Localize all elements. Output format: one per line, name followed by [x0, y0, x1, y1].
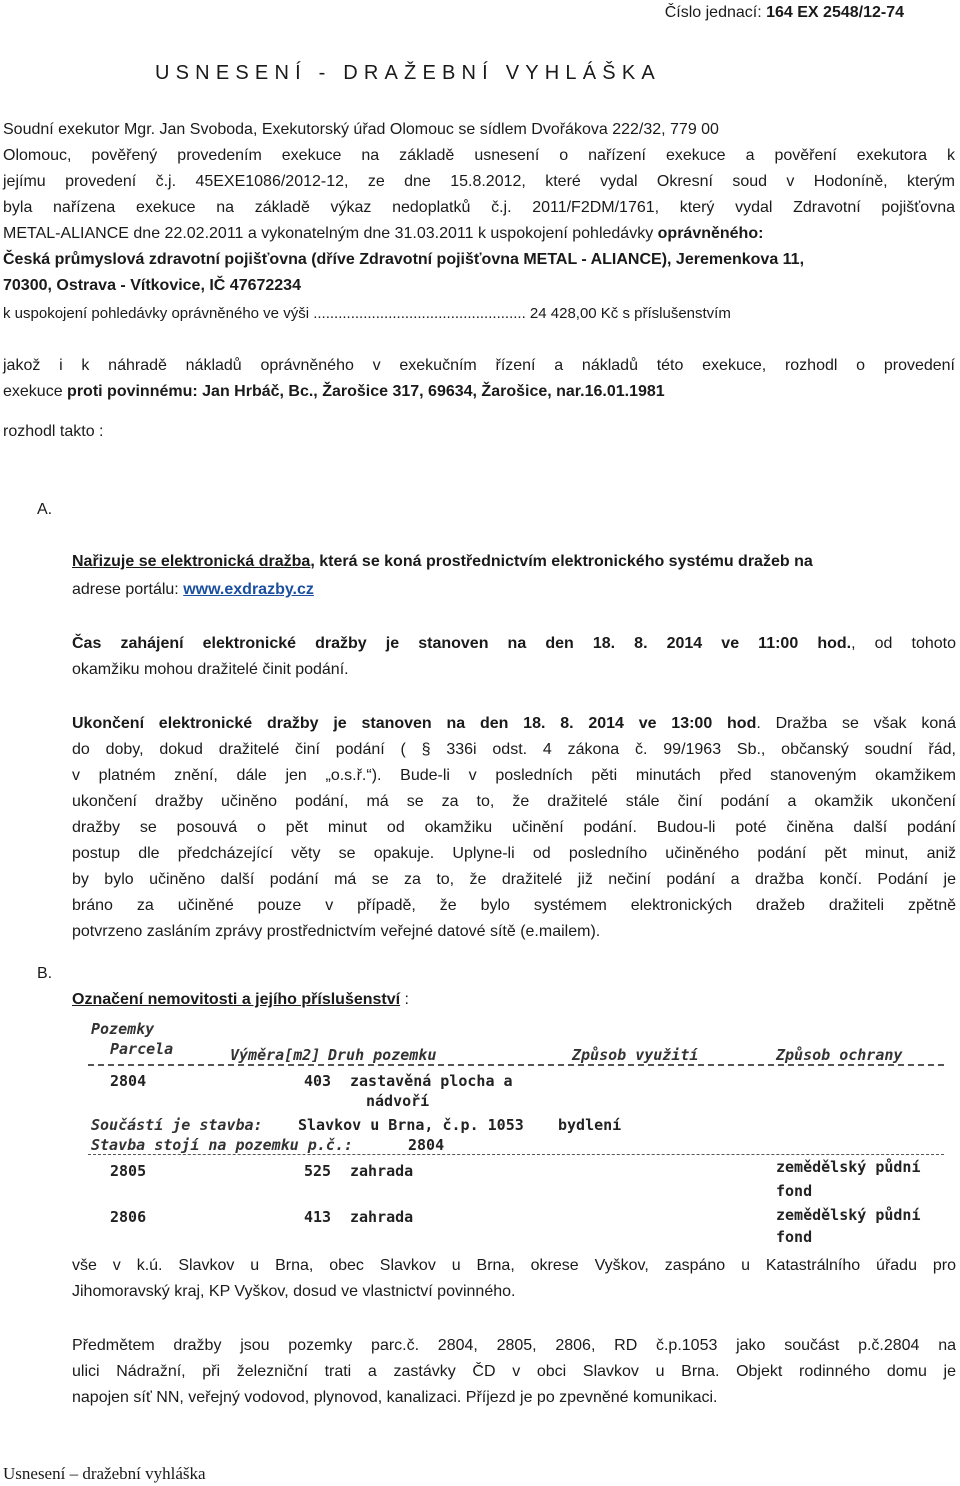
portal-line	[72, 580, 314, 600]
subject-line-2: ulici Nádražní, při železniční trati a zastávky ČD v obci Slavkov u Brna. Objekt rodinného domu je	[72, 1363, 956, 1380]
intro-line-5-text: METAL-ALIANCE dne 22.02.2011 a vykonatelným dne 31.03.2011 k uspokojení pohledávky	[3, 225, 658, 242]
intro-line-3: jejímu provedení č.j. 45EXE1086/2012-12, ze dne 15.8.2012, které vydal Okresní soud v Hodoníně, kterým	[3, 173, 955, 190]
auction-order	[72, 552, 956, 572]
row3-vymera: 413	[304, 1208, 332, 1226]
row1-druh-2: nádvoří	[366, 1092, 430, 1110]
property-table	[88, 1020, 960, 1248]
row2-vymera: 525	[304, 1162, 332, 1180]
case-number-label: Číslo jednací:	[664, 4, 762, 21]
row2-ochrana: zemědělský půdní	[776, 1158, 921, 1176]
intro-line-10a: exekuce	[3, 383, 68, 400]
end-line-9: potvrzeno zasláním zprávy prostřednictvím veřejné datové sítě (e.mailem).	[72, 923, 601, 940]
start-time-line-2: okamžiku mohou dražitelé činit podání.	[72, 661, 349, 678]
end-line-6: postup dle předcházející věty se opakuje. Uplyne-li od posledního učiněného podání pět minut, aniž	[72, 845, 956, 862]
property-heading-text: Označení nemovitosti a jejího příslušenství	[72, 991, 401, 1008]
cadastre-line-1: vše v k.ú. Slavkov u Brna, obec Slavkov u Brna, okrese Vyškov, zaspáno u Katastrálního úřadu pro	[72, 1257, 956, 1274]
stoji-label: Stavba stojí na pozemku p.č.:	[91, 1136, 353, 1154]
row3-druh: zahrada	[350, 1208, 414, 1226]
section-b-label: B.	[37, 965, 53, 982]
row3-ochrana-2: fond	[776, 1228, 813, 1246]
table-rule-2	[88, 1154, 944, 1155]
row2-druh: zahrada	[350, 1162, 414, 1180]
table-pozemky: Pozemky	[91, 1020, 155, 1038]
beneficiary-address: 70300, Ostrava - Vítkovice, IČ 47672234	[3, 277, 301, 294]
intro-line-9: jakož i k náhradě nákladů oprávněného v exekučním řízení a nákladů této exekuce, rozhodl o provedení	[3, 357, 955, 374]
col-zpusob-vyuziti: Způsob využití	[572, 1046, 699, 1064]
beneficiary-label: oprávněného:	[657, 225, 764, 242]
soucast-label: Součástí je stavba:	[91, 1116, 263, 1134]
end-line-5: dražby se posouvá o pět minut od okamžiku učinění podání. Budou-li poté činěna další podání	[72, 819, 956, 836]
col-zpusob-ochrany: Způsob ochrany	[776, 1046, 903, 1064]
intro-line-5	[3, 224, 958, 244]
end-time-rest: . Dražba se však koná	[756, 715, 957, 732]
subject-line-1: Předmětem dražby jsou pozemky parc.č. 2804, 2805, 2806, RD č.p.1053 jako součást p.č.2804 na	[72, 1337, 956, 1354]
start-time-rest: , od tohoto	[851, 635, 956, 652]
soucast-druh: bydlení	[558, 1116, 622, 1134]
auction-order-rest: , která se koná prostřednictvím elektronického systému dražeb na	[310, 553, 813, 570]
case-number-value: 164 EX 2548/12-74	[766, 4, 904, 21]
cadastre-line-2: Jihomoravský kraj, KP Vyškov, dosud ve vlastnictví povinného.	[72, 1283, 516, 1300]
subject-line-3: napojen síť NN, veřejný vodovod, plynovod, kanalizaci. Příjezd je po zpevněné komunikaci.	[72, 1389, 718, 1406]
end-line-7: by bylo učiněno další podání má se za to, že dražitelé již nečiní podání a dražba končí. Podání je	[72, 871, 956, 888]
claim-amount: k uspokojení pohledávky oprávněného ve výši ................................................... 24 428,00 Kč s příslušenstvím	[3, 305, 731, 322]
intro-line-2: Olomouc, pověřený provedením exekuce na základě usnesení o nařízení exekuce a pověření exekutora k	[3, 147, 955, 164]
start-time-text: Čas zahájení elektronické dražby je stanoven na den 18. 8. 2014 ve 11:00 hod.	[72, 635, 852, 652]
decision-intro: rozhodl takto :	[3, 423, 104, 440]
intro-line-10	[3, 382, 665, 402]
intro-line-1: Soudní exekutor Mgr. Jan Svoboda, Exekutorský úřad Olomouc se sídlem Dvořákova 222/32, 779 00	[3, 121, 719, 138]
table-parcela: Parcela	[110, 1040, 174, 1058]
soucast-value: Slavkov u Brna, č.p. 1053	[298, 1116, 524, 1134]
document-title: USNESENÍ - DRAŽEBNÍ VYHLÁŠKA	[155, 62, 661, 84]
start-time	[72, 634, 956, 654]
col-vymera: Výměra[m2]	[230, 1046, 321, 1064]
end-time	[72, 714, 956, 734]
beneficiary-name: Česká průmyslová zdravotní pojišťovna (dříve Zdravotní pojišťovna METAL - ALIANCE), Jeremenkova 11,	[3, 251, 805, 268]
intro-line-4: byla nařízena exekuce na základě výkaz nedoplatků č.j. 2011/F2DM/1761, který vydal Zdravotní pojišťovna	[3, 199, 955, 216]
end-line-4: ukončení dražby učiněno podání, má se za to, že dražitelé stále činí podání a okamžik ukončení	[72, 793, 956, 810]
end-line-2: do doby, dokud dražitelé činí podání ( § 336i odst. 4 zákona č. 99/1963 Sb., občanský soudní řád,	[72, 741, 956, 758]
end-time-text: Ukončení elektronické dražby je stanoven na den 18. 8. 2014 ve 13:00 hod	[72, 715, 757, 732]
end-line-8: bráno za učiněné pouze v případě, že bylo systémem elektronických dražeb dražiteli zpětně	[72, 897, 956, 914]
case-number	[665, 3, 904, 23]
table-header-rule	[88, 1064, 944, 1066]
row2-parcela: 2805	[110, 1162, 147, 1180]
col-druh: Druh pozemku	[328, 1046, 437, 1064]
end-line-3: v platném znění, dále jen „o.s.ř.“). Bude-li v posledních pěti minutách před stanoveným okamžikem	[72, 767, 956, 784]
portal-link[interactable]: www.exdrazby.cz	[183, 581, 314, 598]
stoji-value: 2804	[408, 1136, 445, 1154]
row3-ochrana: zemědělský půdní	[776, 1206, 921, 1224]
page-footer: Usnesení – dražební vyhláška	[3, 1464, 206, 1483]
portal-label: adrese portálu:	[72, 581, 184, 598]
auction-order-heading: Nařizuje se elektronická dražba	[72, 553, 311, 570]
row2-ochrana-2: fond	[776, 1182, 813, 1200]
row1-druh: zastavěná plocha a	[350, 1072, 513, 1090]
property-heading-rest: :	[400, 991, 409, 1008]
row1-parcela: 2804	[110, 1072, 147, 1090]
obligor: proti povinnému: Jan Hrbáč, Bc., Žarošice 317, 69634, Žarošice, nar.16.01.1981	[67, 383, 665, 400]
section-a-label: A.	[37, 501, 53, 518]
row1-vymera: 403	[304, 1072, 332, 1090]
property-heading	[72, 990, 409, 1010]
row3-parcela: 2806	[110, 1208, 147, 1226]
